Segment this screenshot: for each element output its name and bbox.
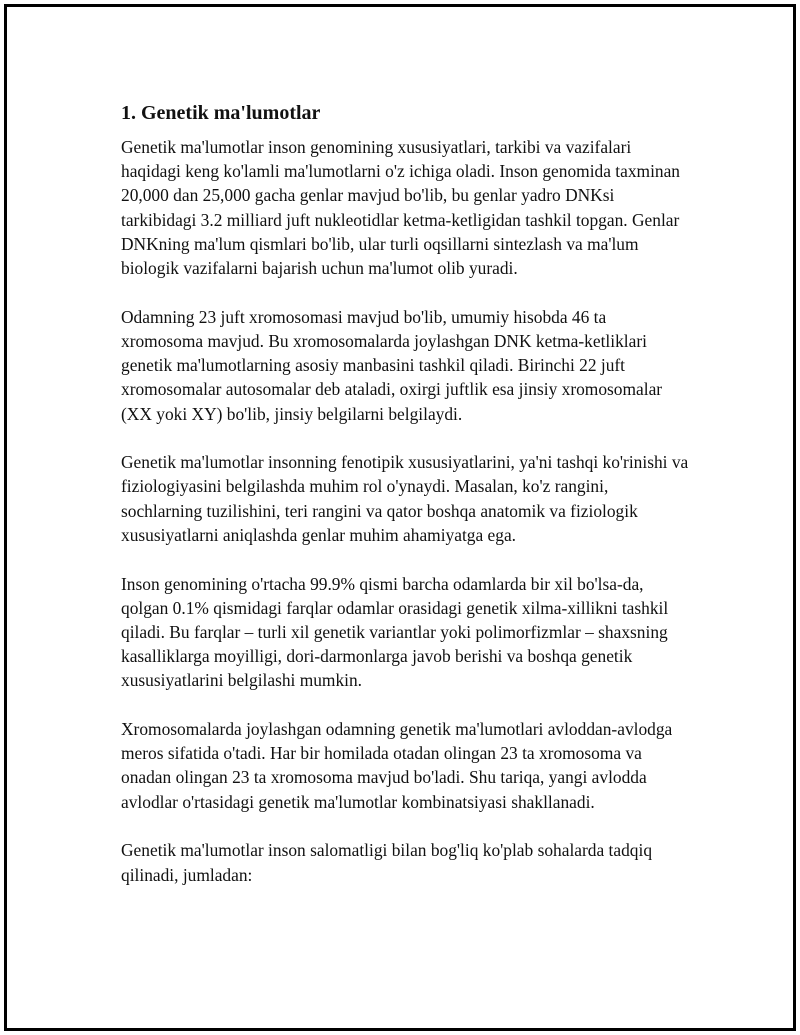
paragraph-1: Genetik ma'lumotlar inson genomining xususiyatlari, tarkibi va vazifalari haqidagi keng ko'lamli ma'lumotlarni o'z ichiga oladi. Inson genomida taxminan 20,000 dan 25,000 gacha genlar mavjud bo'lib, bu genlar yadro DNKsi tarkibidagi 3.2 milliard juft nukleotidlar ketma-ketligidan tashkil topgan. Genlar DNKning ma'lum qismlari bo'lib, ular turli oqsillarni sintezlash va ma'lum biologik vazifalarni bajarish uchun ma'lumot olib yuradi. <box>121 137 681 279</box>
section-heading: 1. Genetik ma'lumotlar <box>121 102 321 124</box>
paragraph-3: Genetik ma'lumotlar insonning fenotipik xususiyatlarini, ya'ni tashqi ko'rinishi va fiziologiyasini belgilashda muhim rol o'ynaydi. Masalan, ko'z rangini, sochlarning tuzilishini, teri rangini va qator boshqa anatomik va fiziologik xususiyatlarni aniqlashda genlar muhim ahamiyatga ega. <box>121 452 689 545</box>
paragraph-4: Inson genomining o'rtacha 99.9% qismi barcha odamlarda bir xil bo'lsa-da, qolgan 0.1% qismidagi farqlar odamlar orasidagi genetik xilma-xillikni tashkil qiladi. Bu farqlar – turli xil genetik variantlar yoki polimorfizmlar – shaxsning kasalliklarga moyilligi, dori-darmonlarga javob berishi va boshqa genetik xususiyatlarini belgilashi mumkin. <box>121 573 669 691</box>
paragraph-2: Odamning 23 juft xromosomasi mavjud bo'lib, umumiy hisobda 46 ta xromosoma mavjud. Bu xromosomalarda joylashgan DNK ketma-ketliklari genetik ma'lumotlarning asosiy manbasini tashkil qiladi. Birinchi 22 juft xromosomalar autosomalar deb ataladi, oxirgi juftlik esa jinsiy xromosomalar (XX yoki XY) bo'lib, jinsiy belgilarni belgilaydi. <box>121 306 663 424</box>
paragraph-5: Xromosomalarda joylashgan odamning genetik ma'lumotlari avloddan-avlodga meros sifatida o'tadi. Har bir homilada otadan olingan 23 ta xromosoma va onadan olingan 23 ta xromosoma mavjud bo'ladi. Shu tariqa, yangi avlodda avlodlar o'rtasidagi genetik ma'lumotlar kombinatsiyasi shakllanadi. <box>121 719 673 812</box>
page-frame <box>4 4 796 1031</box>
paragraph-6: Genetik ma'lumotlar inson salomatligi bilan bog'liq ko'plab sohalarda tadqiq qilinadi, jumladan: <box>121 840 653 885</box>
document-body <box>121 99 691 911</box>
